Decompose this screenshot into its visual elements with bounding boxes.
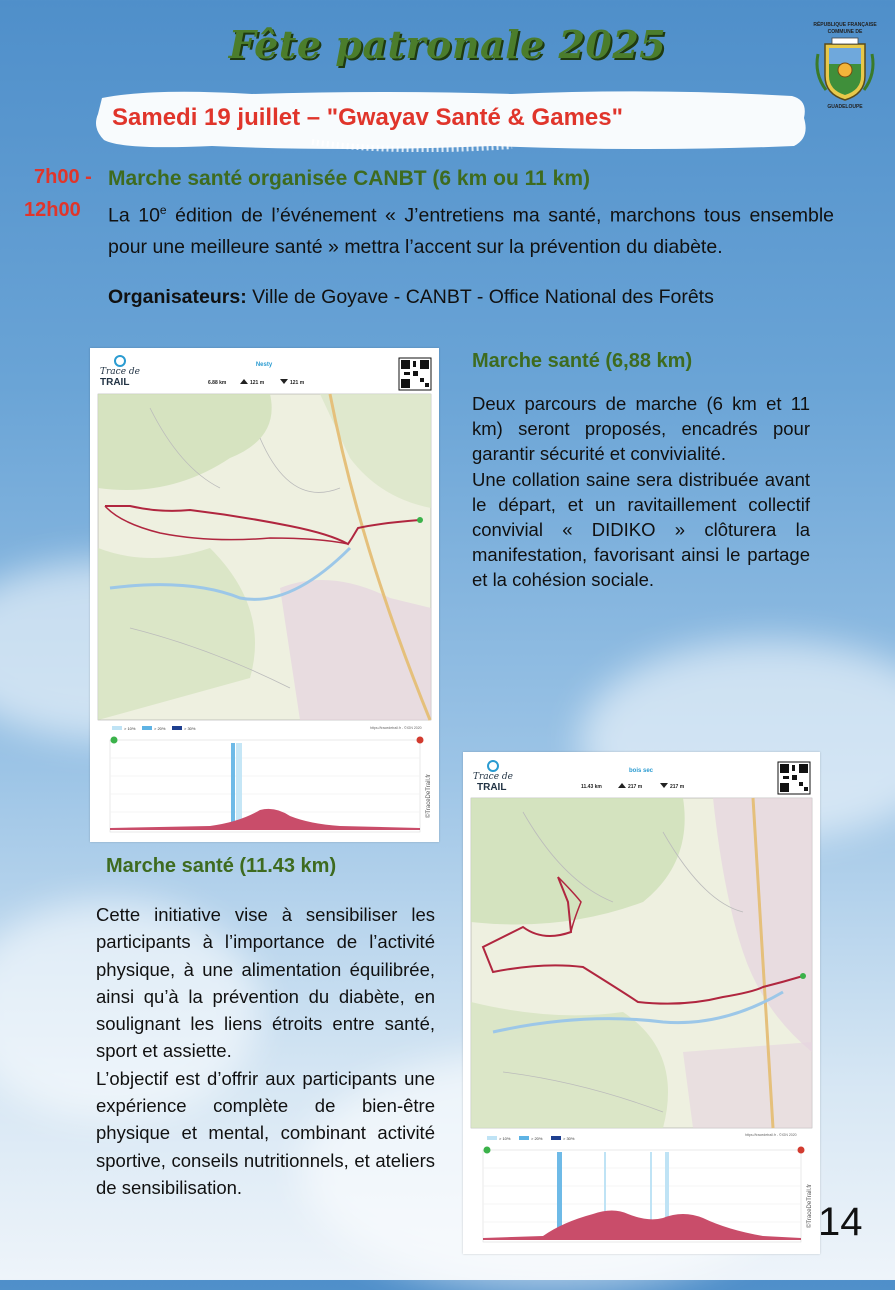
brand-line1: Trace de bbox=[473, 772, 513, 782]
map-distance: 11.43 km bbox=[581, 784, 602, 790]
ascent-icon bbox=[618, 783, 626, 788]
map-ascent: 121 m bbox=[250, 380, 265, 386]
route-map-card-2 bbox=[463, 752, 820, 1254]
intro-text-rest: édition de l’événement « J’entretiens ma santé, marchons tous ensemble pour une meilleure santé » mettra l’accent sur la prévention du diabète. bbox=[108, 204, 834, 258]
intro-text-start: La 10 bbox=[108, 204, 160, 227]
slope-band bbox=[231, 743, 235, 830]
map-name: Nesty bbox=[255, 362, 273, 368]
legend-label-20: > 20% bbox=[154, 726, 166, 731]
walk1-description bbox=[472, 391, 810, 593]
map-urban-area bbox=[683, 1042, 812, 1128]
walk1-heading: Marche santé (6,88 km) bbox=[472, 350, 693, 372]
organisers-value: Ville de Goyave - CANBT - Office National des Forêts bbox=[246, 286, 714, 308]
trace-de-trail-logo-icon bbox=[115, 356, 125, 366]
ascent-icon bbox=[240, 379, 248, 384]
seal-text-republique: RÉPUBLIQUE FRANÇAISE bbox=[813, 22, 877, 28]
commune-seal bbox=[812, 20, 878, 112]
profile-watermark: ©TraceDeTrail.fr bbox=[807, 1184, 813, 1228]
route-map-2 bbox=[463, 752, 820, 1254]
profile-start-icon bbox=[111, 737, 118, 744]
walk2-paragraph-1: Cette initiative vise à sensibiliser les participants à l’importance de l’activité physique, à une alimentation équilibrée, ainsi qu’à la prévention du diabète, en soulignant les liens étroits entre santé, sport et assiette. bbox=[96, 904, 435, 1062]
brand-line2: TRAIL bbox=[100, 377, 130, 388]
walk2-paragraph-2: L’objectif est d’offrir aux participants une expérience complète de bien-être physique et mental, combinant activité sportive, conseils nutritionnels, et ateliers de sensibilisation. bbox=[96, 1067, 435, 1198]
qr-code-icon bbox=[778, 762, 810, 794]
seal-text-commune: COMMUNE DE bbox=[827, 29, 863, 35]
end-time: 12h00 bbox=[24, 199, 81, 221]
walk1-paragraph-2: Une collation saine sera distribuée avant le départ, et un ravitaillement collectif convivial « DIDIKO » clôturera la manifestation, favorisant ainsi le partage et la cohésion sociale. bbox=[472, 468, 810, 591]
seal-text-guadeloupe: GUADELOUPE bbox=[827, 104, 863, 110]
legend-swatch-20 bbox=[519, 1136, 529, 1140]
profile-start-icon bbox=[484, 1147, 491, 1154]
descent-icon bbox=[660, 783, 668, 788]
organisers-line bbox=[108, 286, 714, 309]
profile-end-icon bbox=[417, 737, 424, 744]
profile-end-icon bbox=[798, 1147, 805, 1154]
legend-swatch-20 bbox=[142, 726, 152, 730]
legend-swatch-10 bbox=[112, 726, 122, 730]
route-map-1 bbox=[90, 348, 439, 842]
page-number: 14 bbox=[818, 1200, 863, 1244]
route-start-marker-icon bbox=[800, 973, 806, 979]
brand-line2: TRAIL bbox=[477, 782, 507, 793]
legend-swatch-30 bbox=[551, 1136, 561, 1140]
profile-watermark: ©TraceDeTrail.fr bbox=[426, 774, 432, 818]
organisers-label: Organisateurs: bbox=[108, 286, 247, 308]
route-map-card-1 bbox=[90, 348, 439, 842]
intro-superscript: e bbox=[159, 203, 167, 217]
map-descent: 121 m bbox=[290, 380, 305, 386]
coat-of-arms-icon bbox=[812, 34, 878, 104]
legend-label-10: > 10% bbox=[499, 1136, 511, 1141]
start-time: 7h00 - bbox=[34, 166, 92, 188]
map-credit: https://tracedetrail.fr - ©IGN 2020 bbox=[370, 726, 422, 730]
legend-label-30: > 30% bbox=[563, 1136, 575, 1141]
map-name: bois sec bbox=[628, 768, 654, 774]
legend-swatch-10 bbox=[487, 1136, 497, 1140]
map-distance: 6.88 km bbox=[208, 380, 227, 386]
slope-band bbox=[236, 743, 242, 830]
map-descent: 217 m bbox=[670, 784, 685, 790]
walk-heading: Marche santé organisée CANBT (6 km ou 11 km) bbox=[108, 167, 590, 190]
legend-label-10: > 10% bbox=[124, 726, 136, 731]
banner-title: Samedi 19 juillet – "Gwayav Santé & Games" bbox=[112, 104, 623, 131]
map-credit: https://tracedetrail.fr - ©IGN 2020 bbox=[745, 1133, 797, 1137]
intro-paragraph bbox=[108, 195, 834, 263]
map-ascent: 217 m bbox=[628, 784, 643, 790]
legend-label-30: > 30% bbox=[184, 726, 196, 731]
page-title: Fête patronale 2025 bbox=[228, 22, 667, 67]
legend-label-20: > 20% bbox=[531, 1136, 543, 1141]
legend-swatch-30 bbox=[172, 726, 182, 730]
route-start-marker-icon bbox=[417, 517, 423, 523]
walk2-heading: Marche santé (11.43 km) bbox=[106, 855, 337, 877]
descent-icon bbox=[280, 379, 288, 384]
qr-code-icon bbox=[399, 358, 431, 390]
brand-line1: Trace de bbox=[100, 367, 140, 377]
walk2-description bbox=[96, 901, 435, 1201]
trace-de-trail-logo-icon bbox=[488, 761, 498, 771]
walk1-paragraph-1: Deux parcours de marche (6 km et 11 km) seront proposés, encadrés pour garantir sécurité et convivialité. bbox=[472, 393, 810, 465]
